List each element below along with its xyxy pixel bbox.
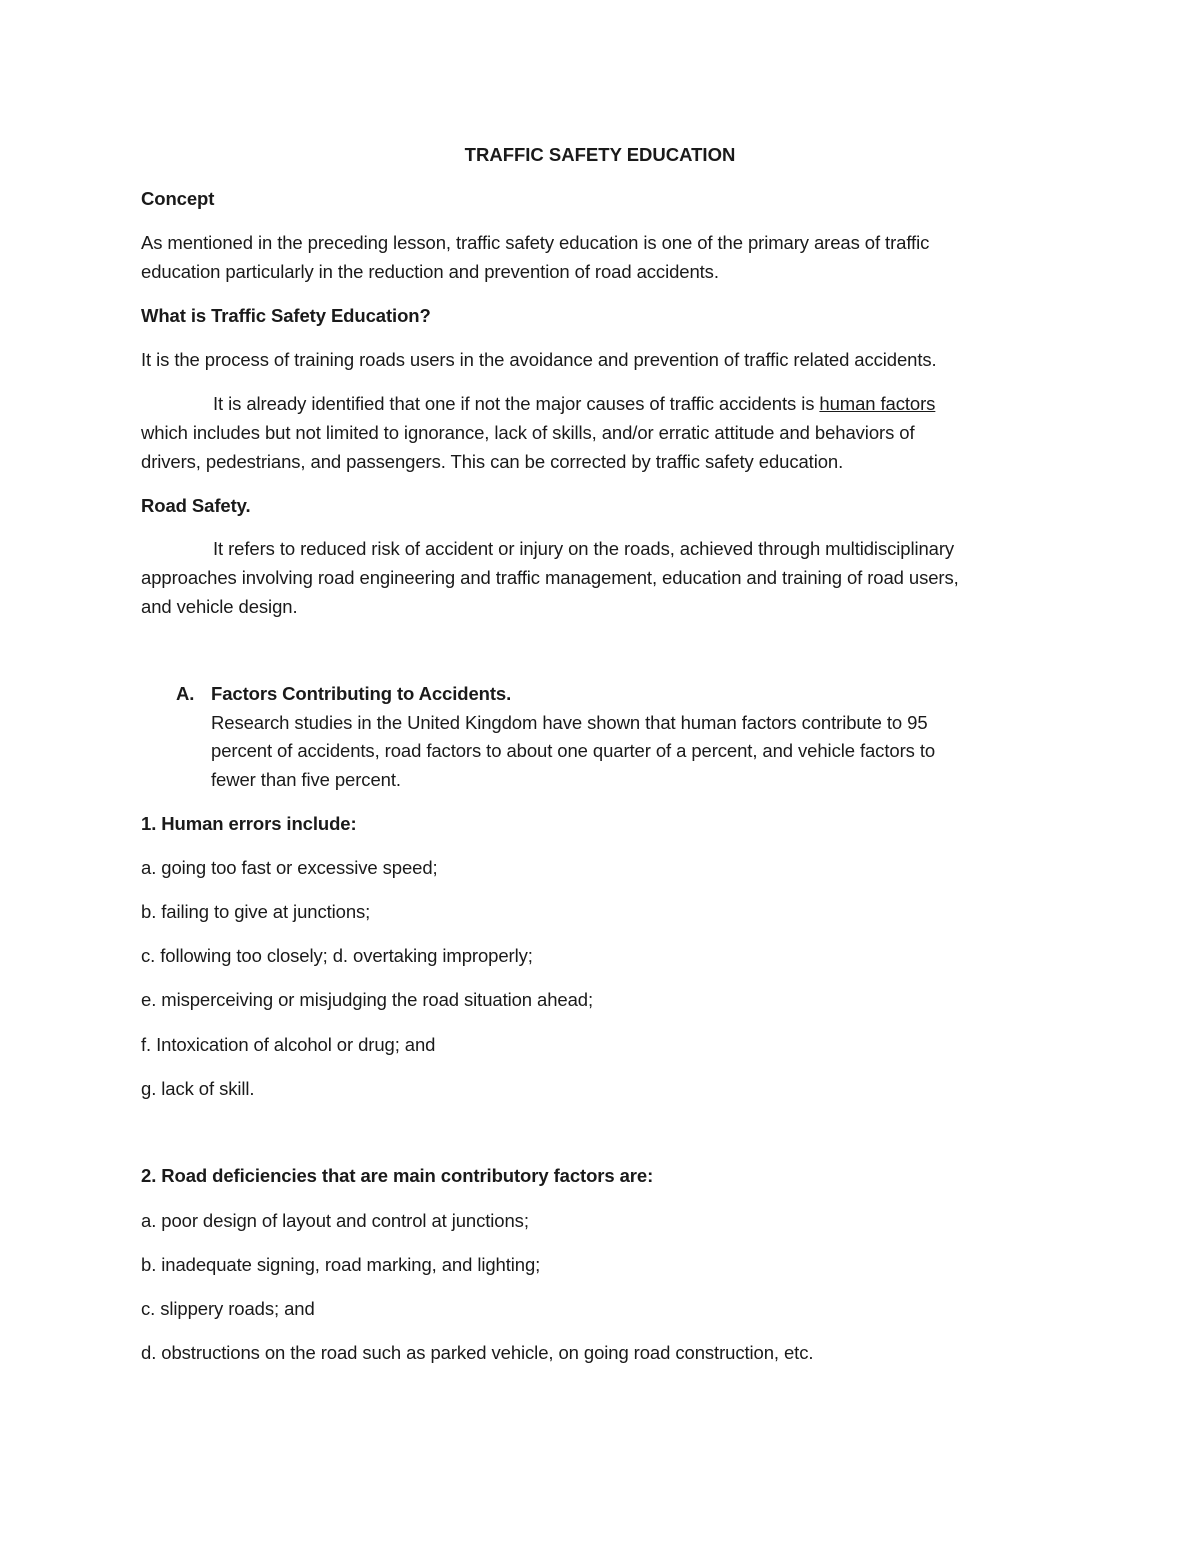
- human-errors-heading: 1. Human errors include:: [141, 813, 357, 834]
- section-a-line-1: Research studies in the United Kingdom have shown that human factors contribute to 95: [211, 712, 928, 733]
- section-a-line-2: percent of accidents, road factors to about one quarter of a percent, and vehicle factors to: [211, 740, 936, 761]
- road-safety-heading: Road Safety.: [141, 495, 251, 516]
- section-a-heading: Factors Contributing to Accidents.: [211, 683, 512, 704]
- what-is-heading: What is Traffic Safety Education?: [141, 305, 431, 326]
- road-deficiencies-heading: 2. Road deficiencies that are main contributory factors are:: [141, 1165, 654, 1186]
- list-item: e. misperceiving or misjudging the road situation ahead;: [141, 989, 594, 1010]
- list-item: b. failing to give at junctions;: [141, 901, 371, 922]
- section-a-line-3: fewer than five percent.: [211, 769, 401, 790]
- road-safety-line-3: and vehicle design.: [141, 596, 298, 617]
- list-item: c. following too closely; d. overtaking improperly;: [141, 945, 533, 966]
- definition-text: It is the process of training roads users in the avoidance and prevention of traffic related accidents.: [141, 349, 937, 370]
- road-safety-line-2: approaches involving road engineering and traffic management, education and training of road users,: [141, 567, 959, 588]
- underlined-human-factors: human factors: [819, 393, 936, 414]
- list-item: b. inadequate signing, road marking, and lighting;: [141, 1254, 541, 1275]
- document-title: TRAFFIC SAFETY EDUCATION: [464, 144, 736, 165]
- list-item: g. lack of skill.: [141, 1078, 255, 1099]
- road-safety-line-1: It refers to reduced risk of accident or injury on the roads, achieved through multidisciplinary: [213, 538, 955, 559]
- concept-text-line-2: education particularly in the reduction and prevention of road accidents.: [141, 261, 719, 282]
- list-item: a. going too fast or excessive speed;: [141, 857, 438, 878]
- list-item: f. Intoxication of alcohol or drug; and: [141, 1034, 436, 1055]
- human-factors-paragraph-line-2: which includes but not limited to ignorance, lack of skills, and/or erratic attitude and behaviors of: [141, 422, 915, 443]
- concept-heading: Concept: [141, 188, 215, 209]
- human-factors-paragraph-line-3: drivers, pedestrians, and passengers. This can be corrected by traffic safety education.: [141, 451, 844, 472]
- concept-text-line-1: As mentioned in the preceding lesson, traffic safety education is one of the primary areas of traffic: [141, 232, 930, 253]
- list-item: a. poor design of layout and control at junctions;: [141, 1210, 529, 1231]
- paragraph-start: It is already identified that one if not the major causes of traffic accidents is: [213, 393, 820, 414]
- human-factors-paragraph-line-1: [213, 395, 935, 414]
- list-item: d. obstructions on the road such as parked vehicle, on going road construction, etc.: [141, 1342, 814, 1363]
- list-item: c. slippery roads; and: [141, 1298, 315, 1319]
- section-a-marker: A.: [176, 683, 195, 704]
